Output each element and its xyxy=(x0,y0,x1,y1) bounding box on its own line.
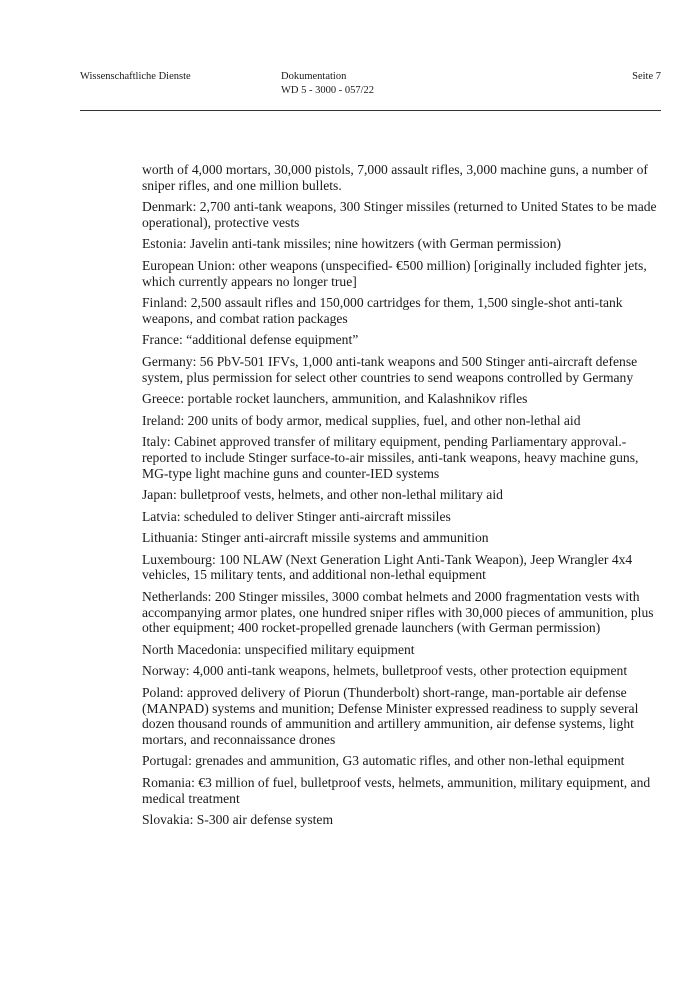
paragraph-norway: Norway: 4,000 anti-tank weapons, helmets, bulletproof vests, other protection equipment xyxy=(142,663,628,679)
page-header xyxy=(80,70,661,110)
paragraph-portugal: Portugal: grenades and ammunition, G3 automatic rifles, and other non-lethal equipment xyxy=(142,753,625,769)
paragraph-estonia: Estonia: Javelin anti-tank missiles; nine howitzers (with German permission) xyxy=(142,236,562,252)
paragraph-france: France: “additional defense equipment” xyxy=(142,332,359,348)
paragraph-ireland: Ireland: 200 units of body armor, medical supplies, fuel, and other non-lethal aid xyxy=(142,412,581,428)
paragraph-japan: Japan: bulletproof vests, helmets, and other non-lethal military aid xyxy=(142,487,503,503)
paragraph-germany: Germany: 56 PbV-501 IFVs, 1,000 anti-tank weapons and 500 Stinger anti-aircraft defense system, plus permission for select other countries to send weapons controlled by Germany xyxy=(142,353,638,385)
header-page-number: Seite 7 xyxy=(632,71,661,82)
header-doc-number: WD 5 - 3000 - 057/22 xyxy=(281,85,375,96)
paragraph-luxembourg: Luxembourg: 100 NLAW (Next Generation Light Anti-Tank Weapon), Jeep Wrangler 4x4 vehicles, 15 military tents, and additional non-lethal equipment xyxy=(142,551,633,583)
header-institution: Wissenschaftliche Dienste xyxy=(80,71,191,82)
header-divider xyxy=(80,110,661,111)
paragraph-latvia: Latvia: scheduled to deliver Stinger anti-aircraft missiles xyxy=(142,508,451,524)
paragraph-romania: Romania: €3 million of fuel, bulletproof vests, helmets, ammunition, military equipment, and medical treatment xyxy=(142,775,651,806)
document-body xyxy=(142,162,661,834)
paragraph-italy: Italy: Cabinet approved transfer of military equipment, pending Parliamentary approval.- reported to include Stinger surface-to-air missiles, anti-tank weapons, heavy machine guns, MG-type light machine guns and counter-IED systems xyxy=(142,434,639,481)
paragraph-denmark: Denmark: 2,700 anti-tank weapons, 300 Stinger missiles (returned to United States to be made operational), protective vests xyxy=(142,199,657,230)
paragraph-slovakia: Slovakia: S-300 air defense system xyxy=(142,812,334,828)
header-doc-type: Dokumentation xyxy=(281,71,347,82)
paragraph-continuation: worth of 4,000 mortars, 30,000 pistols, 7,000 assault rifles, 3,000 machine guns, a number of sniper rifles, and one million bullets. xyxy=(142,162,648,193)
paragraph-greece: Greece: portable rocket launchers, ammunition, and Kalashnikov rifles xyxy=(142,391,528,407)
paragraph-european-union: European Union: other weapons (unspecified- €500 million) [originally included fighter jets, which currently appears no longer true] xyxy=(142,257,647,289)
paragraph-netherlands: Netherlands: 200 Stinger missiles, 3000 combat helmets and 2000 fragmentation vests with accompanying armor plates, one hundred sniper rifles with 30,000 pieces of ammunition, plus other equipment; 400 rocket-propelled grenade launchers (with German permission) xyxy=(142,589,654,636)
paragraph-north-macedonia: North Macedonia: unspecified military equipment xyxy=(142,641,415,657)
paragraph-finland: Finland: 2,500 assault rifles and 150,000 cartridges for them, 1,500 single-shot anti-tank weapons, and combat ration packages xyxy=(142,295,623,326)
header-document-info xyxy=(281,70,374,98)
paragraph-poland: Poland: approved delivery of Piorun (Thunderbolt) short-range, man-portable air defense (MANPAD) systems and munition; Defense Minister expressed readiness to supply several dozen thousand rounds of ammunition and artillery ammunition, air defense systems, light mortars, and reconnaissance drones xyxy=(142,685,639,747)
paragraph-lithuania: Lithuania: Stinger anti-aircraft missile systems and ammunition xyxy=(142,530,489,546)
